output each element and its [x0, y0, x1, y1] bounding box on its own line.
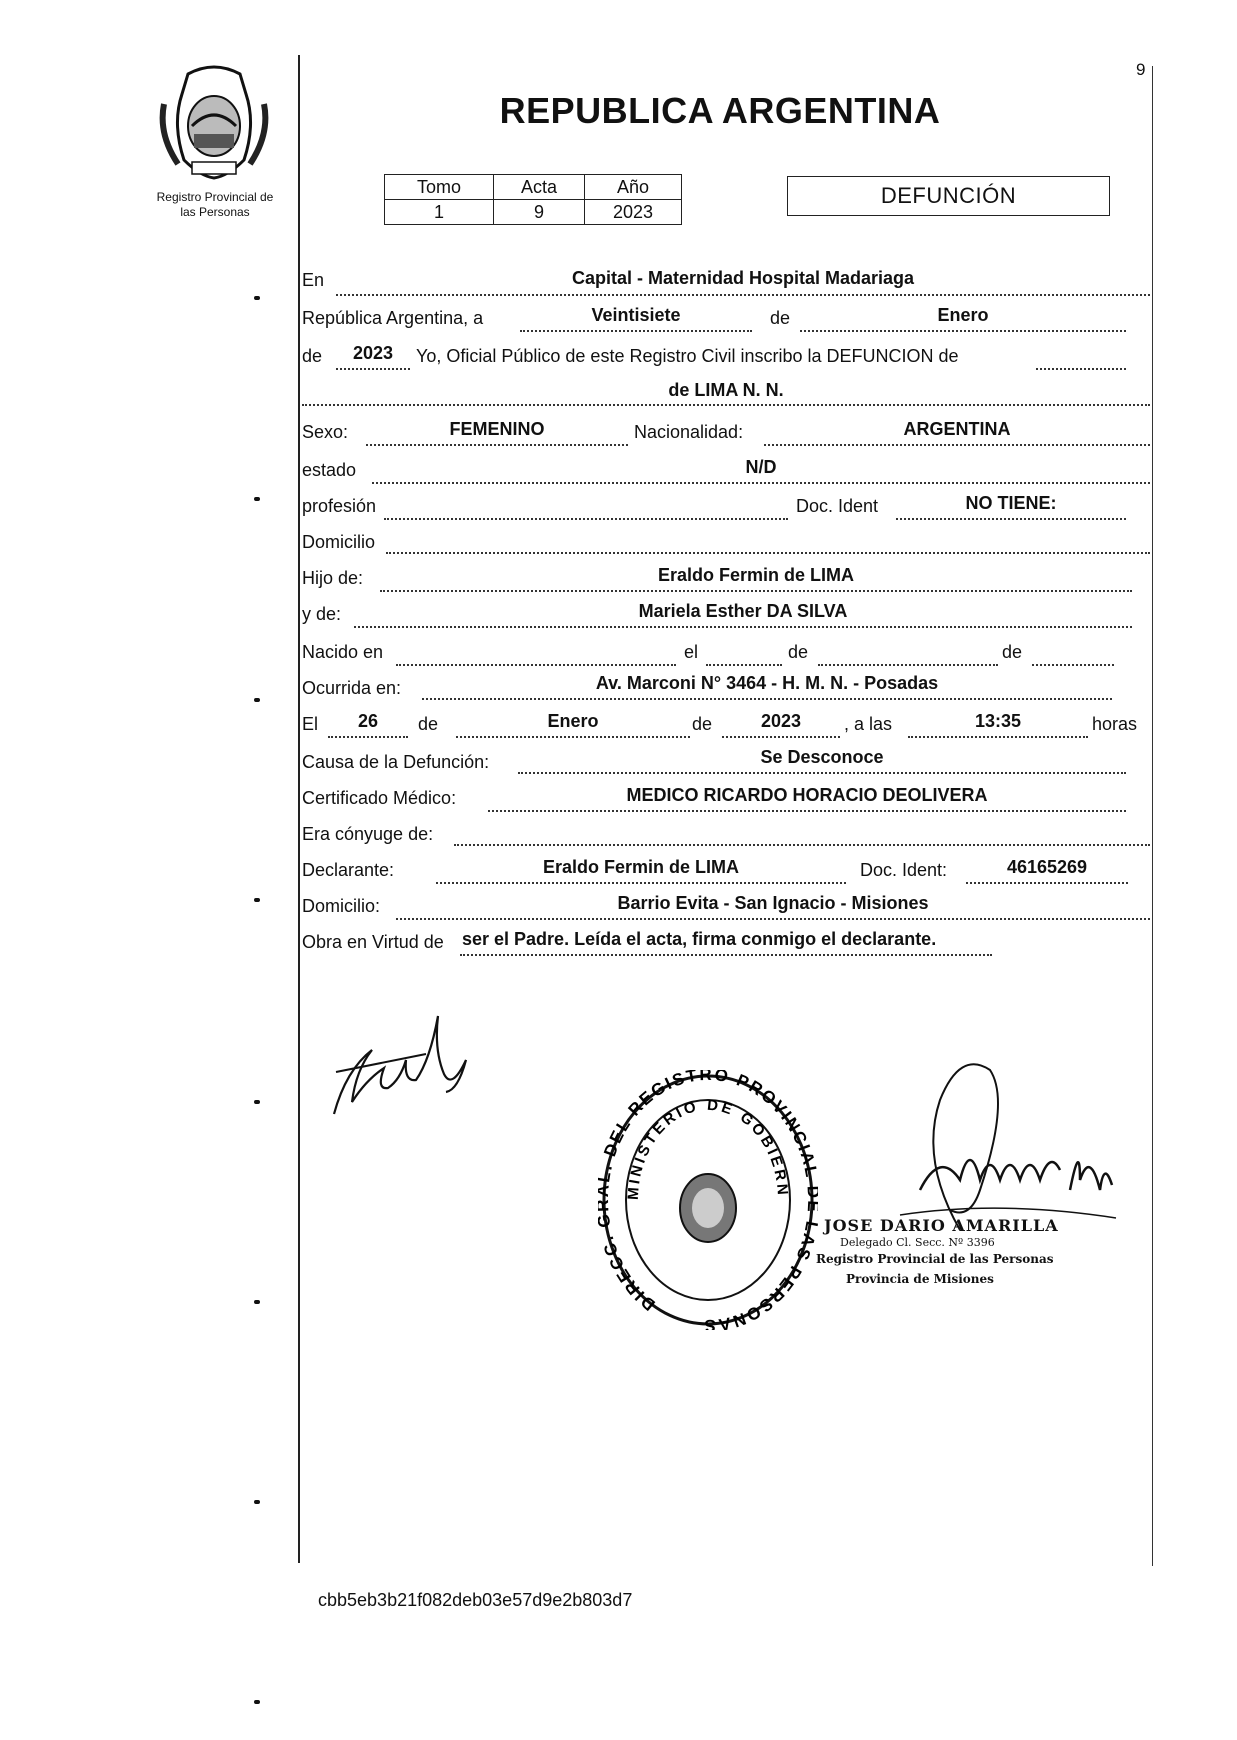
dotted-line [818, 664, 998, 666]
value-declarante: Eraldo Fermin de LIMA [542, 857, 740, 877]
dotted-line [908, 736, 1088, 738]
value-nacionalidad: ARGENTINA [903, 419, 1011, 439]
label-republica: República Argentina, a [302, 308, 484, 328]
label-en: En [302, 270, 325, 290]
label-hijo-de: Hijo de: [302, 568, 364, 588]
value-anio: 2023 [352, 343, 394, 363]
document-hash: cbb5eb3b21f082deb03e57d9e2b803d7 [318, 1590, 633, 1610]
label-certificado: Certificado Médico: [302, 788, 457, 808]
dotted-line [722, 736, 840, 738]
value-padre: Eraldo Fermin de LIMA [657, 565, 855, 585]
margin-line [298, 55, 300, 1563]
table-cell: 1 [385, 200, 494, 225]
officer-province: Provincia de Misiones [846, 1272, 994, 1286]
label-yo-oficial: Yo, Oficial Público de este Registro Civil inscribo la DEFUNCION de [416, 346, 959, 366]
registry-label: Registro Provincial de las Personas [156, 190, 274, 219]
binder-mark [254, 1300, 260, 1304]
page-title: REPUBLICA ARGENTINA [499, 90, 941, 131]
label-nacionalidad: Nacionalidad: [634, 422, 744, 442]
table-header: Año [585, 175, 682, 200]
officer-title: Delegado Cl. Secc. Nº 3396 [840, 1236, 995, 1249]
label-obra-en-virtud: Obra en Virtud de [302, 932, 444, 952]
label-de: de [302, 346, 323, 366]
value-declarante-domicilio: Barrio Evita - San Ignacio - Misiones [617, 893, 929, 913]
binder-mark [254, 1500, 260, 1504]
dotted-line [302, 404, 1150, 406]
table-cell: 9 [494, 200, 585, 225]
value-declarante-doc: 46165269 [1006, 857, 1088, 877]
value-obra-en-virtud: ser el Padre. Leída el acta, firma conmigo el declarante. [462, 929, 937, 949]
value-fallecido: de LIMA N. N. [668, 380, 784, 400]
binder-mark [254, 497, 260, 501]
value-ocurrida-en: Av. Marconi N° 3464 - H. M. N. - Posadas [595, 673, 939, 693]
provincial-crest [158, 64, 270, 182]
value-dia-letras: Veintisiete [591, 305, 681, 325]
label-sexo: Sexo: [302, 422, 349, 442]
label-el: el [684, 642, 699, 662]
officer-registry: Registro Provincial de las Personas [816, 1252, 1054, 1266]
label-doc-ident: Doc. Ident [796, 496, 879, 516]
label-domicilio: Domicilio: [302, 896, 381, 916]
table-header: Tomo [385, 175, 494, 200]
officer-name: JOSE DARIO AMARILLA [824, 1216, 1059, 1235]
binder-mark [254, 1700, 260, 1704]
label-y-de: y de: [302, 604, 342, 624]
value-mes: Enero [937, 305, 989, 325]
dotted-line [966, 882, 1128, 884]
binder-mark [254, 1100, 260, 1104]
label-era-conyuge: Era cónyuge de: [302, 824, 434, 844]
label-estado: estado [302, 460, 357, 480]
value-estado: N/D [745, 457, 777, 477]
dotted-line [1036, 368, 1126, 370]
dotted-line [384, 518, 788, 520]
binder-mark [254, 698, 260, 702]
value-dia-defuncion: 26 [357, 711, 379, 731]
dotted-line [436, 882, 846, 884]
label-de: de [770, 308, 791, 328]
officer-signature [880, 1040, 1130, 1240]
dotted-line [372, 482, 1150, 484]
dotted-line [380, 590, 1132, 592]
registry-stamp [598, 1070, 818, 1330]
label-causa: Causa de la Defunción: [302, 752, 490, 772]
stamp-inner-text: MINISTERIO DE GOBIERN [624, 1096, 792, 1201]
label-el: El [302, 714, 319, 734]
dotted-line [764, 444, 1150, 446]
label-de: de [788, 642, 809, 662]
dotted-line [1032, 664, 1114, 666]
dotted-line [396, 664, 676, 666]
right-margin-line [1152, 66, 1153, 1566]
value-causa: Se Desconoce [760, 747, 884, 767]
binder-mark [254, 898, 260, 902]
dotted-line [454, 844, 1150, 846]
dotted-line [520, 330, 752, 332]
label-a-las: , a las [844, 714, 893, 734]
dotted-line [336, 368, 410, 370]
label-de: de [692, 714, 713, 734]
binder-mark [254, 296, 260, 300]
label-profesion: profesión [302, 496, 377, 516]
dotted-line [800, 330, 1126, 332]
dotted-line [518, 772, 1126, 774]
declarant-signature [326, 1010, 476, 1120]
book-table [384, 174, 682, 225]
dotted-line [706, 664, 782, 666]
dotted-line [456, 736, 690, 738]
label-de: de [1002, 642, 1023, 662]
value-doc-ident: NO TIENE: [965, 493, 1057, 513]
dotted-line [366, 444, 628, 446]
dotted-line [896, 518, 1126, 520]
document-type-box: DEFUNCIÓN [787, 176, 1110, 216]
value-anio-defuncion: 2023 [760, 711, 802, 731]
stamp-outer-text: DIRECC. . DEL REGISTRO PROVINCIA AS PERSONAS [598, 1070, 818, 1330]
value-lugar: Capital - Maternidad Hospital Madariaga [571, 268, 915, 288]
dotted-line [396, 918, 1150, 920]
table-header: Acta [494, 175, 585, 200]
label-doc-ident: Doc. Ident: [860, 860, 948, 880]
table-cell: 2023 [585, 200, 682, 225]
dotted-line [460, 954, 992, 956]
dotted-line [422, 698, 1112, 700]
dotted-line [488, 810, 1126, 812]
label-ocurrida-en: Ocurrida en: [302, 678, 402, 698]
label-de: de [418, 714, 439, 734]
value-sexo: FEMENINO [449, 419, 545, 439]
label-horas: horas [1092, 714, 1138, 734]
value-certificado: MEDICO RICARDO HORACIO DEOLIVERA [626, 785, 988, 805]
label-declarante: Declarante: [302, 860, 395, 880]
value-madre: Mariela Esther DA SILVA [638, 601, 848, 621]
dotted-line [386, 552, 1150, 554]
dotted-line [336, 294, 1150, 296]
page-number: 9 [1136, 60, 1146, 79]
label-domicilio: Domicilio [302, 532, 376, 552]
value-mes-defuncion: Enero [547, 711, 599, 731]
dotted-line [328, 736, 408, 738]
label-nacido-en: Nacido en [302, 642, 384, 662]
dotted-line [354, 626, 1132, 628]
value-hora: 13:35 [974, 711, 1022, 731]
